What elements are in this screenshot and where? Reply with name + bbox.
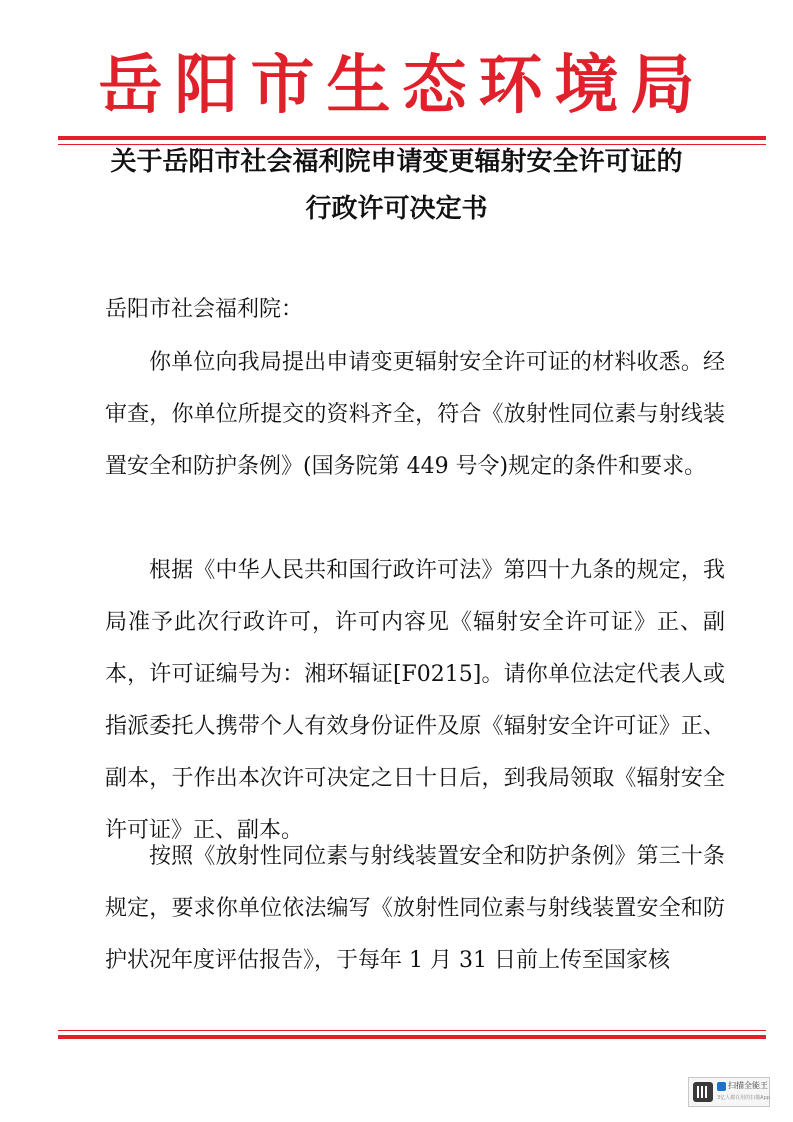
- watermark-app-name: 扫描全能王: [728, 1081, 768, 1090]
- masthead-red-rule-thick: [58, 136, 766, 140]
- body-paragraph-3: 按照《放射性同位素与射线装置安全和防护条例》第三十条规定，要求你单位依法编写《放射性同位素与射线装置安全和防护状况年度评估报告》，于每年 1 月 31 日前上传至国家核: [105, 844, 725, 973]
- watermark-tagline: 3亿人都在用的扫描App: [717, 1095, 770, 1101]
- cs-logo-icon: [717, 1082, 726, 1091]
- footer-red-rule-thick: [58, 1035, 766, 1039]
- scanner-watermark: [688, 1077, 770, 1107]
- document-title-line-2: 行政许可决定书: [305, 194, 488, 224]
- qr-code-icon: [693, 1082, 713, 1102]
- body-paragraph-1: 你单位向我局提出申请变更辐射安全许可证的材料收悉。经审查，你单位所提交的资料齐全，符合《放射性同位素与射线装置安全和防护条例》(国务院第 449 号令)规定的条件和要求。: [105, 350, 725, 479]
- masthead-org-name: 岳阳市生态环境局: [98, 49, 707, 123]
- body-paragraph-2: 根据《中华人民共和国行政许可法》第四十九条的规定，我局准予此次行政许可，许可内容见《辐射安全许可证》正、副本，许可证编号为：湘环辐证[F0215]。请你单位法定代表人或指派委托人携带个人有效身份证件及原《辐射安全许可证》正、副本，于作出本次许可决定之日十日后，到我局领取《辐射安全许可证》正、副本。: [105, 558, 725, 843]
- salutation: 岳阳市社会福利院：: [105, 297, 304, 322]
- footer-red-rule-thin: [58, 1030, 766, 1031]
- masthead-red-rule-thin: [58, 144, 766, 145]
- document-title-line-1: 关于岳阳市社会福利院申请变更辐射安全许可证的: [110, 147, 683, 177]
